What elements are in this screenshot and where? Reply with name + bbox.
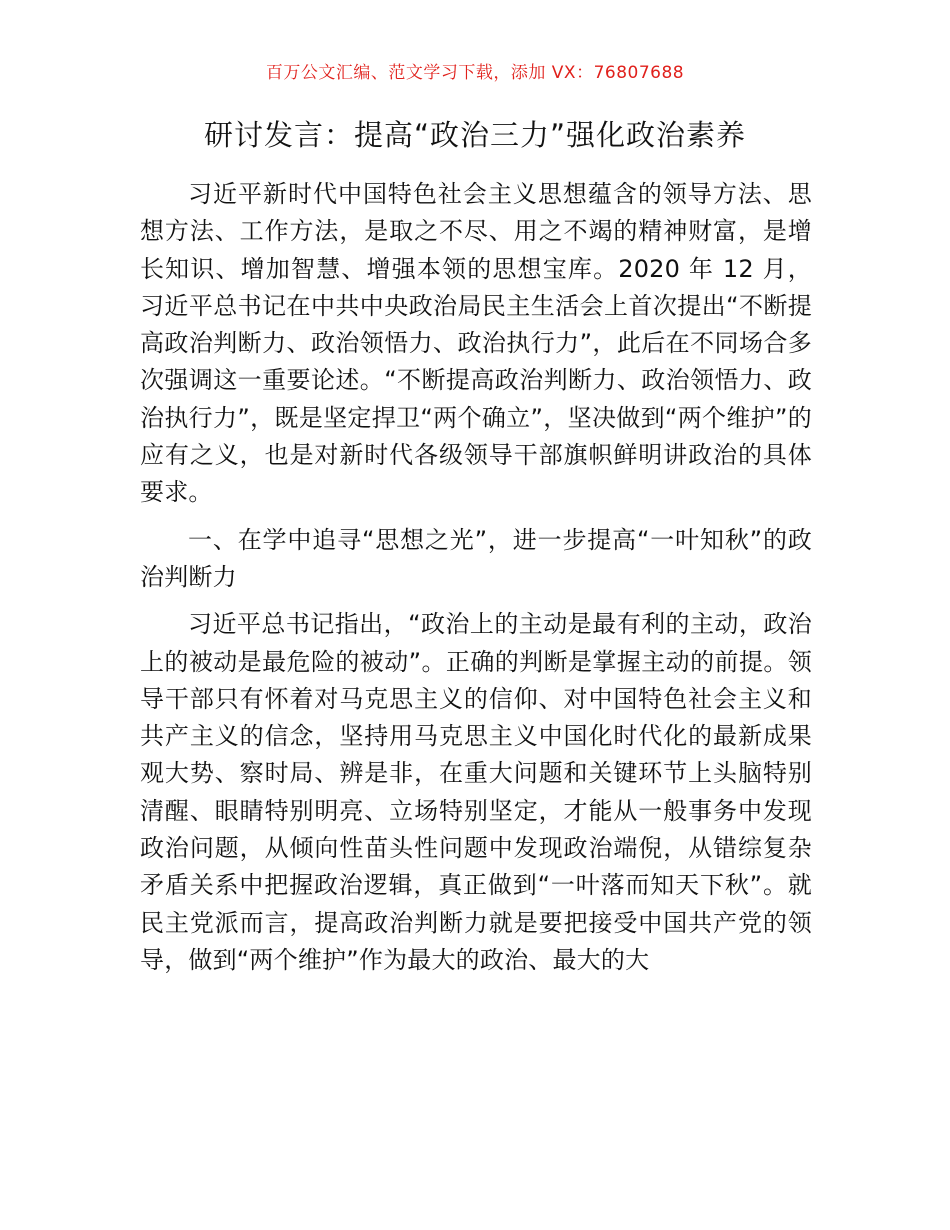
document-body [140, 176, 812, 989]
paragraph-section-1: 习近平总书记指出，“政治上的主动是最有利的主动，政治上的被动是最危险的被动”。正确的判断是掌握主动的前提。领导干部只有怀着对马克思主义的信仰、对中国特色社会主义和共产主义的信念，坚持用马克思主义中国化时代化的最新成果观大势、察时局、辨是非，在重大问题和关键环节上头脑特别清醒、眼睛特别明亮、立场特别坚定，才能从一般事务中发现政治问题，从倾向性苗头性问题中发现政治端倪，从错综复杂矛盾关系中把握政治逻辑，真正做到“一叶落而知天下秋”。就民主党派而言，提高政治判断力就是要把接受中国共产党的领导，做到“两个维护”作为最大的政治、最大的大 [140, 610, 812, 974]
document-title: 研讨发言：提高“政治三力”强化政治素养 [203, 118, 747, 152]
section-heading-1: 一、在学中追寻“思想之光”，进一步提高“一叶知秋”的政治判断力 [140, 525, 812, 591]
watermark-header: 百万公文汇编、范文学习下载，添加 VX：76807688 [265, 63, 685, 83]
paragraph-intro: 习近平新时代中国特色社会主义思想蕴含的领导方法、思想方法、工作方法，是取之不尽、用之不竭的精神财富，是增长知识、增加智慧、增强本领的思想宝库。2020 年 12 月，习近平总书记在中共中央政治局民主生活会上首次提出“不断提高政治判断力、政治领悟力、政治执行力”，此后在不同场合多次强调这一重要论述。“不断提高政治判断力、政治领悟力、政治执行力”，既是坚定捍卫“两个确立”，坚决做到“两个维护”的应有之义，也是对新时代各级领导干部旗帜鲜明讲政治的具体要求。 [140, 180, 812, 507]
